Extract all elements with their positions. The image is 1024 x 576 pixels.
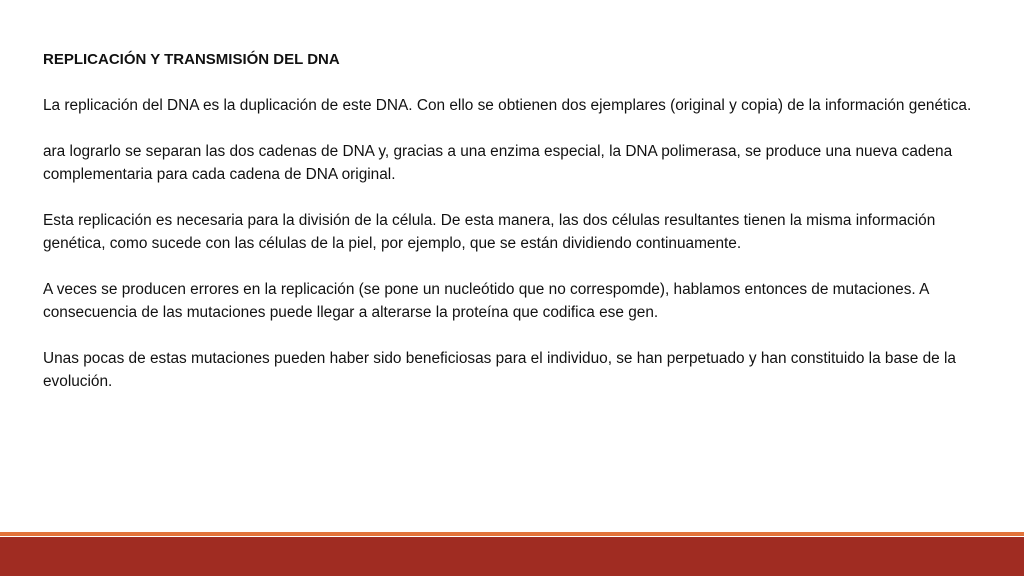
slide-title: REPLICACIÓN Y TRANSMISIÓN DEL DNA: [43, 51, 340, 68]
paragraph-mutations: A veces se producen errores en la replicación (se pone un nucleótido que no correspomde), hablamos entonces de mutaciones. A consecuencia de las mutaciones puede llegar a alterarse la proteína que codifica ese gen.: [43, 281, 929, 321]
paragraph-evolution: Unas pocas de estas mutaciones pueden haber sido beneficiosas para el individuo, se han perpetuado y han constituido la base de la evolución.: [43, 350, 956, 390]
footer-bar: [0, 537, 1024, 576]
paragraph-replication-definition: La replicación del DNA es la duplicación de este DNA. Con ello se obtienen dos ejemplares (original y copia) de la información genética.: [43, 97, 972, 114]
paragraph-cell-division: Esta replicación es necesaria para la división de la célula. De esta manera, las dos células resultantes tienen la misma información genética, como sucede con las células de la piel, por ejemplo, que se están dividiendo continuamente.: [43, 212, 936, 252]
paragraph-replication-process: ara lograrlo se separan las dos cadenas de DNA y, gracias a una enzima especial, la DNA polimerasa, se produce una nueva cadena complementaria para cada cadena de DNA original.: [43, 143, 953, 183]
footer-accent-line: [0, 532, 1024, 536]
slide-content: [43, 48, 973, 416]
